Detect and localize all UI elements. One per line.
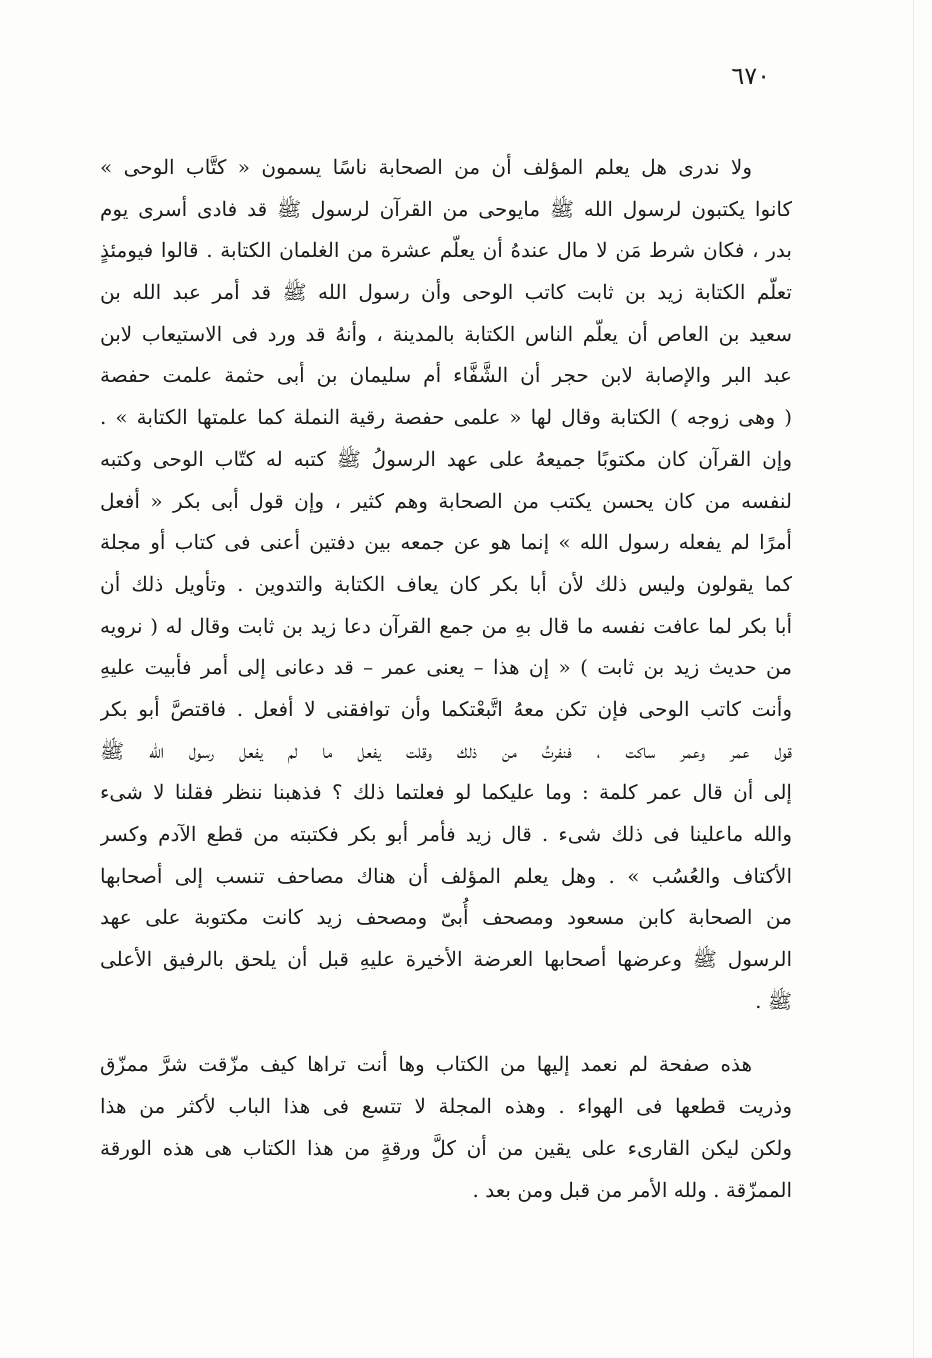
text-line: ( وهى زوجه ) الكتابة وقال لها « علمى حفصة رقية النملة كما علمتها الكتابة » . <box>100 405 792 430</box>
text-line: الممزّقة . ولله الأمر من قبل ومن بعد . <box>472 1177 792 1202</box>
text-line: من حديث زيد بن ثابت ) « إن هذا – يعنى عمر – قد دعانى إلى أمر فأبيت عليهِ <box>100 655 792 680</box>
text-line: سعيد بن العاص أن يعلّم الناس الكتابة بالمدينة ، وأنهُ قد ورد فى الاستيعاب لابن <box>100 321 792 346</box>
text-line: كما يقولون وليس ذلك لأن أبا بكر كان يعاف الكتابة والتدوين . وتأويل ذلك أن <box>100 571 792 596</box>
text-line: الرسول ﷺ وعرضها أصحابها العرضة الأخيرة عليهِ قبل أن يلحق بالرفيق الأعلى <box>100 947 792 972</box>
text-line: والله ماعلينا فى ذلك شىء . قال زيد فأمر أبو بكر فكتبته من قطع الآدم وكسر <box>100 822 792 846</box>
text-line: قول عمر وعمر ساكت ، فنفرتُ من ذلك وقلت يفعل ما لم يفعل رسول الله ﷺ <box>100 738 792 763</box>
text-line: ولا ندرى هل يعلم المؤلف أن من الصحابة ناسًا يسمون « كتَّاب الوحى » <box>100 155 752 179</box>
text-line: ولكن ليكن القارىء على يقين من أن كلَّ ورقةٍ من هذا الكتاب هى هذه الورقة <box>100 1135 792 1160</box>
text-line: أمرًا لم يفعله رسول الله » إنما هو عن جمعه بين دفتين أعنى فى كتاب أو مجلة <box>100 530 792 555</box>
text-line: وأنت كاتب الوحى فإن تكن معهُ اتَّبعْتكما وأن توافقنى لا أفعل . فاقتصَّ أبو بكر <box>100 696 792 721</box>
text-line: كانوا يكتبون لرسول الله ﷺ مايوحى من القرآن لرسول ﷺ قد فادى أسرى يوم <box>100 196 792 221</box>
text-line: بدر ، فكان شرط مَن لا مال عندهُ أن يعلّم عشرة من الغلمان الكتابة . قالوا فيومئذٍ <box>100 238 792 263</box>
text-line: إلى أن قال عمر كلمة : وما عليكما لو فعلتما ذلك ؟ فذهبنا ننظر فقلنا لا شىء <box>100 780 792 805</box>
paragraph-gap <box>100 1022 792 1044</box>
text-line: أبا بكر لما عافت نفسه ما قال بهِ من جمع القرآن دعا زيد بن ثابت وقال له ( نرويه <box>100 613 792 638</box>
paragraph-1 <box>100 147 792 1022</box>
text-line: ﷺ . <box>755 988 792 1013</box>
text-line: من الصحابة كابن مسعود ومصحف أُبىّ ومصحف زيد كانت مكتوبة على عهد <box>100 905 792 930</box>
page-number: ٦٧٠ <box>731 62 770 90</box>
text-line: تعلّم الكتابة زيد بن ثابت كاتب الوحى وأن رسول الله ﷺ قد أمر عبد الله بن <box>100 280 792 305</box>
text-line: وإن القرآن كان مكتوبًا جميعهُ على عهد الرسولُ ﷺ كتبه له كتّاب الوحى وكتبه <box>100 446 792 471</box>
text-line: الأكتاف والعُسُب » . وهل يعلم المؤلف أن هناك مصاحف تنسب إلى أصحابها <box>100 863 792 888</box>
text-line: لنفسه من كان يحسن يكتب من الصحابة وهم كثير ، وإن قول أبى بكر « أفعل <box>100 488 792 513</box>
text-line: عبد البر والإصابة لابن حجر أن الشَّفَّاء أم سليمان بن أبى حثمة علمت حفصة <box>100 363 792 388</box>
text-line: وذريت قطعها فى الهواء . وهذه المجلة لا تتسع فى هذا الباب لأكثر من هذا <box>100 1094 792 1119</box>
page-body <box>100 147 792 1211</box>
page-edge-shadow <box>913 0 914 1358</box>
paragraph-2 <box>100 1044 792 1211</box>
text-line: هذه صفحة لم نعمد إليها من الكتاب وها أنت تراها كيف مزّقت شرَّ ممزّق <box>100 1052 752 1077</box>
